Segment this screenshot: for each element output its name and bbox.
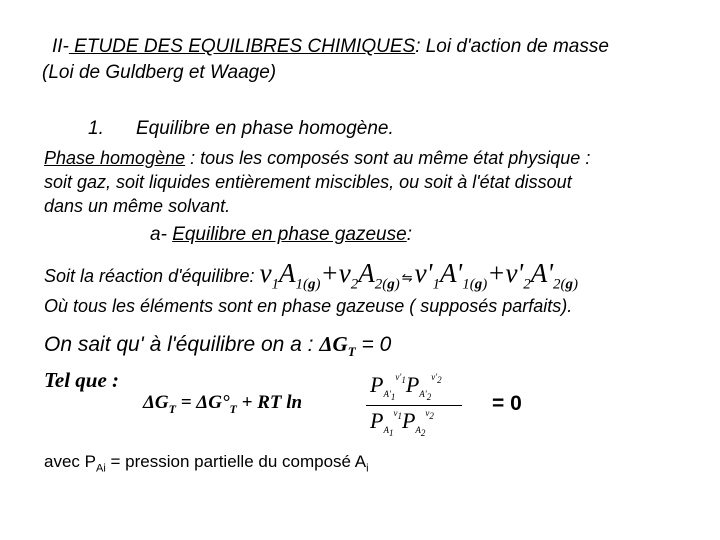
- formula-standard: = ΔG°: [175, 392, 230, 413]
- title-line-2: (Loi de Guldberg et Waage): [42, 62, 277, 83]
- partial-pressure-note: [44, 452, 369, 474]
- subsection-a-heading: [150, 224, 412, 246]
- title-suffix: : Loi d'action de masse: [415, 36, 609, 57]
- fraction-bar: [366, 405, 462, 406]
- footnote-sub-1: Ai: [95, 462, 106, 475]
- title-prefix: II-: [52, 36, 69, 57]
- delta-g-symbol: $\Delta G_T$: [319, 332, 356, 360]
- formula-rhs: + RT ln: [236, 392, 303, 413]
- formula-mid-sub: T: [229, 401, 237, 416]
- definition-term: Phase homogène: [44, 148, 186, 168]
- definition-line-1: [44, 146, 590, 170]
- equilibrium-text: On sait qu' à l'équilibre on a :: [44, 333, 320, 356]
- definition-paragraph: [44, 146, 590, 218]
- definition-line-2: soit gaz, soit liquides entièrement miscibles, ou soit à l'état dissout: [44, 172, 572, 192]
- gas-phase-note: Où tous les éléments sont en phase gazeuse ( supposés parfaits).: [44, 296, 573, 316]
- footnote-text-1: avec P: [44, 452, 96, 471]
- equilibrium-arrow-icon: ⇋: [401, 271, 413, 286]
- fraction-denominator: $P_{A_1}^{\nu_1}P_{A_2}^{\nu_2}$: [370, 407, 434, 439]
- definition-line-3: dans un même solvant.: [44, 196, 231, 216]
- result-equals-zero: = 0: [492, 392, 522, 415]
- tel-que-label: Tel que :: [44, 368, 120, 392]
- subsection-title: Equilibre en phase gazeuse: [172, 224, 407, 245]
- section-number: 1.: [88, 118, 104, 139]
- footnote-text-2: = pression partielle du composé A: [105, 452, 367, 471]
- reaction-equation: $\nu_1A_{1(g)}+\nu_2A_{2(g)}$ $⇋\nu'_1A'_{1(g)}+\nu'_2A'_{2(g)}$: [259, 258, 578, 293]
- section-title: Equilibre en phase homogène.: [136, 118, 394, 139]
- formula-lhs: ΔG: [143, 392, 169, 413]
- subsection-prefix: a-: [150, 224, 173, 245]
- reaction-label: Soit la réaction d'équilibre:: [44, 266, 260, 286]
- footnote-sub-2: i: [366, 462, 369, 475]
- subsection-suffix: :: [406, 224, 412, 245]
- fraction-numerator: $P_{A'_1}^{\nu'_1}P_{A'_2}^{\nu'_2}$: [370, 371, 442, 403]
- title-line-1: [52, 36, 609, 58]
- formula-lhs-sub: T: [168, 401, 176, 416]
- reaction-quotient-fraction: [366, 370, 462, 442]
- equilibrium-statement: [44, 332, 391, 360]
- reaction-line: [44, 258, 578, 292]
- definition-line-1-rest: : tous les composés sont au même état physique :: [185, 148, 591, 168]
- title-underlined: ETUDE DES EQUILIBRES CHIMIQUES: [68, 36, 416, 57]
- gibbs-formula: [143, 392, 302, 417]
- section-1-heading: [88, 118, 394, 140]
- equilibrium-condition: = 0: [355, 333, 392, 356]
